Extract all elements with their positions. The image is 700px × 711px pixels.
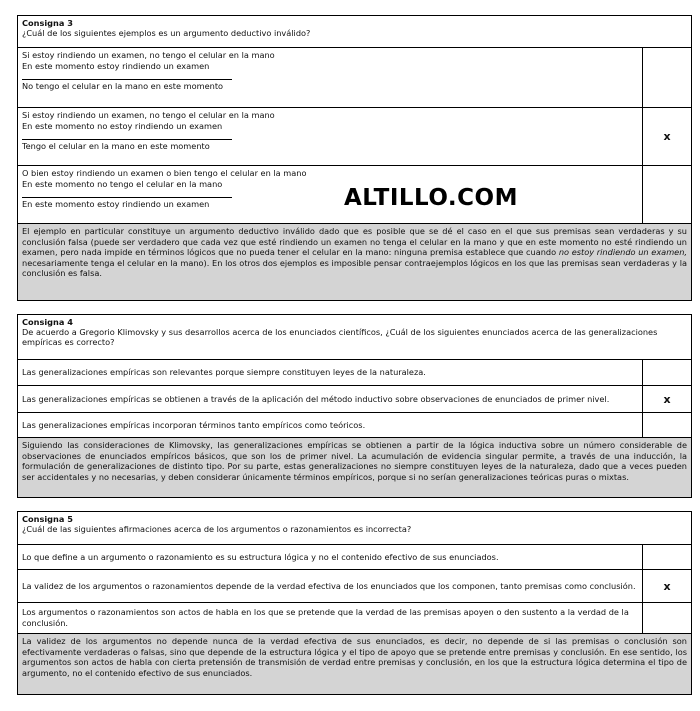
consigna-3-option-3: [18, 166, 643, 223]
option-premise: Si estoy rindiendo un examen, no tengo el celular en la mano: [22, 50, 275, 60]
option-premise: O bien estoy rindiendo un examen o bien tengo el celular en la mano: [22, 168, 307, 178]
option-conclusion: No tengo el celular en la mano en este momento: [22, 81, 224, 92]
option-conclusion: En este momento estoy rindiendo un examen: [22, 199, 210, 210]
consigna-4: [17, 314, 692, 498]
consigna-5-header: [18, 512, 691, 544]
consigna-3-option-2: [18, 108, 643, 165]
consigna-4-option-3: Las generalizaciones empíricas incorporan términos tanto empíricos como teóricos.: [18, 413, 643, 437]
consigna-5-explanation: La validez de los argumentos no depende nunca de la verdad efectiva de sus enunciados, es decir, no depende de si las premisas o conclusión son efectivamente verdaderas o falsas, sino que depende de la estructura lógica y el tipo de apoyo que se pretende entre premisas y conclusión. En ese sentido, los argumentos son actos de habla con cierta pretensión de transmisión de verdad entre premisas y conclusión, en los que la estructura lógica determina el tipo de argumento, no el contenido efectivo de sus enunciados.: [18, 634, 691, 694]
consigna-4-title: Consigna 4: [22, 317, 73, 327]
consigna-4-header: [18, 315, 691, 359]
consigna-3-mark-2: x: [663, 130, 671, 143]
consigna-3-header: [18, 16, 314, 47]
consigna-3-question: ¿Cuál de los siguientes ejemplos es un argumento deductivo inválido?: [22, 28, 311, 38]
consigna-5-mark-2: x: [663, 579, 671, 593]
consigna-5-mark-1: [643, 545, 691, 569]
consigna-4-option-1: Las generalizaciones empíricas son relevantes porque siempre constituyen leyes de la naturaleza.: [18, 360, 643, 385]
conclusion-line: [22, 71, 232, 80]
explanation-text: El ejemplo en particular constituye un argumento deductivo inválido dado que es posible que se dé el caso en el que sus premisas sean verdaderas y su conclusión falsa (puede ser verdadero que cada vez que esté rindiendo un examen no tenga el celular en la mano y que en este momento no esté rindiendo un examen, pero nada impide en términos lógicos que no pueda tener el celular en la mano: ninguna premisa establece que cuando: [22, 226, 687, 258]
conclusion-line: [22, 131, 232, 140]
option-premise: En este momento estoy rindiendo un examen: [22, 60, 210, 71]
watermark: ALTILLO.COM: [344, 185, 518, 211]
consigna-4-option-2: Las generalizaciones empíricas se obtienen a través de la aplicación del método inductivo sobre observaciones de enunciados de primer nivel.: [18, 386, 643, 412]
consigna-4-mark-1: [643, 360, 691, 385]
consigna-5: [17, 511, 692, 695]
consigna-5-question: ¿Cuál de las siguientes afirmaciones acerca de los argumentos o razonamientos es incorrecta?: [22, 524, 412, 534]
consigna-4-question: De acuerdo a Gregorio Klimovsky y sus desarrollos acerca de los enunciados científicos, ¿Cuál de los siguientes enunciados acerca de las generalizaciones empíricas es correcto?: [22, 327, 658, 347]
consigna-3-mark-3: [643, 166, 691, 223]
consigna-4-explanation: Siguiendo las consideraciones de Klimovsky, las generalizaciones empíricas se obtienen a partir de la lógica inductiva sobre un número considerable de observaciones de enunciados empíricos básicos, que son los de primer nivel. La acumulación de evidencia singular permite, a través de una inducción, la formulación de generalizaciones de distinto tipo. Por su parte, estas generalizaciones no siempre constituyen leyes de la naturaleza, dado que a veces pueden ser accidentales y no necesarias, y deben considerar únicamente términos empíricos, porque si no serían generalizaciones teóricas puras o mixtas.: [18, 438, 691, 497]
consigna-4-mark-2: x: [663, 392, 671, 406]
consigna-5-mark-3: [643, 603, 691, 633]
consigna-5-option-3: Los argumentos o razonamientos son actos de habla en los que se pretende que la verdad de las premisas apoyen o den sustento a la verdad de la conclusión.: [18, 603, 643, 633]
consigna-5-title: Consigna 5: [22, 514, 73, 524]
option-conclusion: Tengo el celular en la mano en este momento: [22, 141, 210, 152]
option-premise: Si estoy rindiendo un examen, no tengo el celular en la mano: [22, 110, 275, 120]
consigna-3-mark-1: [643, 48, 691, 107]
consigna-3: [17, 15, 692, 301]
consigna-5-option-2: La validez de los argumentos o razonamientos depende de la verdad efectiva de los enunciados que los componen, tanto premisas como conclusión.: [18, 570, 643, 602]
consigna-3-explanation: [18, 224, 691, 300]
consigna-3-option-1: [18, 48, 643, 107]
option-premise: En este momento no estoy rindiendo un examen: [22, 120, 223, 131]
explanation-emphasis: no estoy rindiendo un examen,: [558, 247, 688, 258]
consigna-4-mark-3: [643, 413, 691, 437]
explanation-text: necesariamente tenga el celular en la mano). En los otros dos ejemplos es imposible pensar contraejemplos lógicos en los que las premisas sean verdaderas y la conclusión es falsa.: [22, 257, 687, 279]
consigna-3-title: Consigna 3: [22, 18, 73, 28]
consigna-5-option-1: Lo que define a un argumento o razonamiento es su estructura lógica y no el contenido efectivo de sus enunciados.: [18, 545, 643, 569]
option-premise: En este momento no tengo el celular en la mano: [22, 178, 223, 189]
conclusion-line: [22, 189, 232, 198]
